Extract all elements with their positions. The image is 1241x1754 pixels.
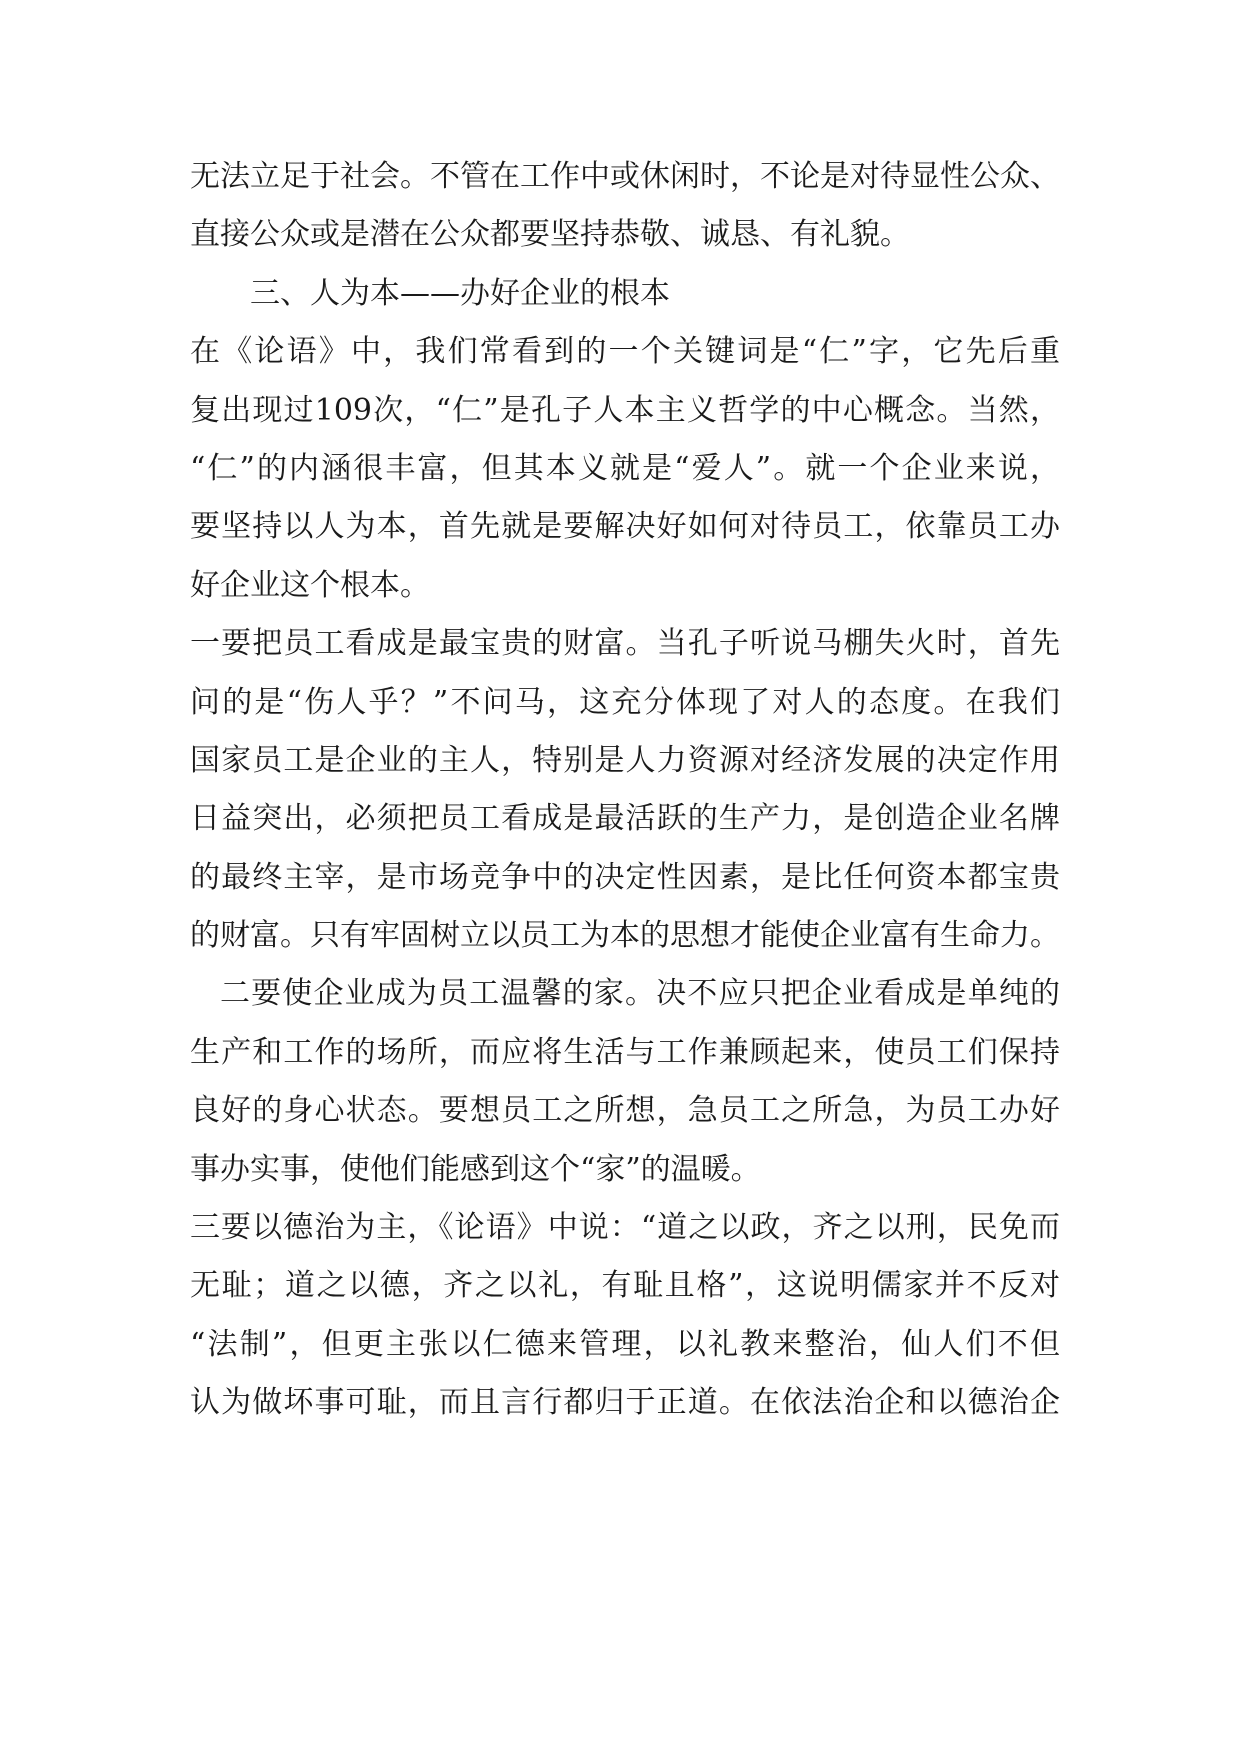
text-line: “法制”，但更主张以仁德来管理，以礼教来整治，仙人们不但 [190,1326,1060,1362]
text-line: “仁”的内涵很丰富，但其本义就是“爱人”。就一个企业来说， [190,450,1060,486]
text-line: 事办实事，使他们能感到这个“家”的温暖。 [190,1151,761,1187]
text-line: 无法立足于社会。不管在工作中或休闲时，不论是对待显性公众、 [190,159,1060,194]
text-line: 问的是“伤人乎？”不问马，这充分体现了对人的态度。在我们 [190,684,1060,720]
text-line: 复出现过109次，“仁”是孔子人本主义哲学的中心概念。当然， [190,392,1060,428]
section-heading: 三、人为本——办好企业的根本 [250,275,670,311]
text-line: 生产和工作的场所，而应将生活与工作兼顾起来，使员工们保持 [190,1034,1060,1070]
text-line: 日益突出，必须把员工看成是最活跃的生产力，是创造企业名牌 [190,801,1060,837]
text-line: 的财富。只有牢固树立以员工为本的思想才能使企业富有生命力。 [190,918,1060,954]
text-line: 要坚持以人为本，首先就是要解决好如何对待员工，依靠员工办 [190,509,1060,545]
text-line: 良好的身心状态。要想员工之所想，急员工之所急，为员工办好 [190,1093,1060,1129]
text-line: 的最终主宰，是市场竞争中的决定性因素，是比任何资本都宝贵 [190,859,1060,895]
text-line: 国家员工是企业的主人，特别是人力资源对经济发展的决定作用 [190,742,1060,778]
text-line: 好企业这个根本。 [190,567,430,603]
document-page [190,148,1060,1433]
text-line: 二要使企业成为员工温馨的家。决不应只把企业看成是单纯的 [220,976,1060,1012]
text-line: 无耻；道之以德，齐之以礼，有耻且格”，这说明儒家并不反对 [190,1268,1060,1304]
text-line: 认为做坏事可耻，而且言行都归于正道。在依法治企和以德治企 [190,1385,1060,1421]
text-line: 三要以德治为主，《论语》中说：“道之以政，齐之以刑，民免而 [190,1210,1060,1246]
text-line: 在《论语》中，我们常看到的一个关键词是“仁”字，它先后重 [190,334,1060,370]
text-line: 一要把员工看成是最宝贵的财富。当孔子听说马棚失火时，首先 [190,626,1060,662]
text-line: 直接公众或是潜在公众都要坚持恭敬、诚恳、有礼貌。 [190,217,910,253]
